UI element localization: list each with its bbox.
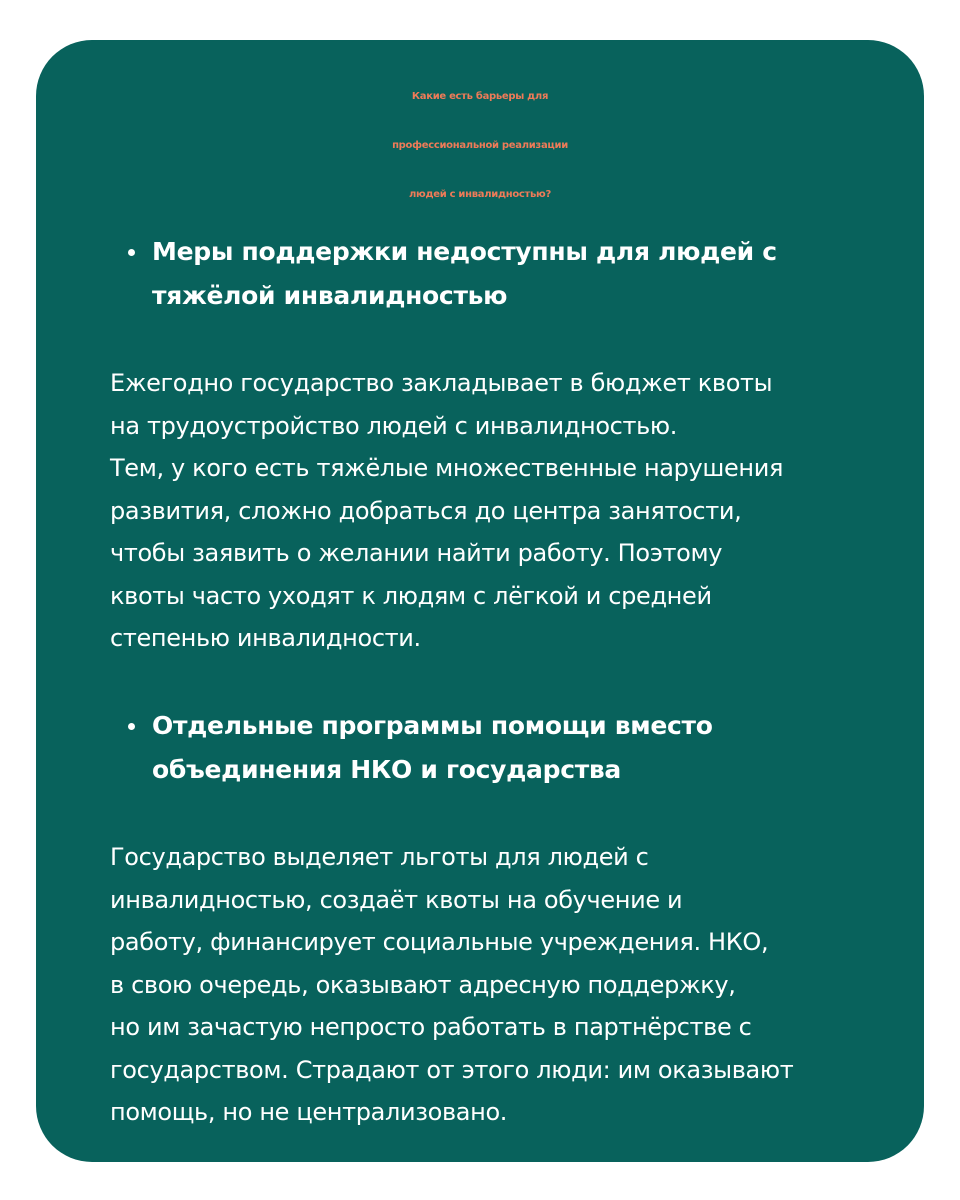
title-line: людей с инвалидностью? [409,189,551,200]
section-heading-separate-programs [152,704,713,792]
section-body-support-measures [110,362,783,660]
body-line: развития, сложно добраться до центра занятости, [110,496,742,525]
body-line: работу, финансирует социальные учреждения. НКО, [110,928,769,956]
body-line: на трудоустройство людей с инвалидностью. [110,411,678,440]
body-line: Ежегодно государство закладывает в бюджет квоты [110,369,773,397]
body-line: государством. Страдают от этого люди: им оказывают [110,1055,794,1084]
title-line: Какие есть барьеры для [411,91,549,102]
section-heading-support-measures [152,230,777,318]
body-line: в свою очередь, оказывают адресную поддержку, [110,970,736,999]
body-line: но им зачастую непросто работать в партнёрстве с [110,1013,752,1041]
heading-line: Отдельные программы помощи вместо [152,711,713,740]
bullet-icon [128,723,135,730]
body-line: Государство выделяет льготы для людей с [110,843,649,871]
body-line: степенью инвалидности. [110,624,421,652]
heading-line: тяжёлой инвалидностью [152,281,508,310]
page-title [0,72,960,219]
body-line: инвалидностью, создаёт квоты на обучение и [110,885,683,914]
heading-line: Меры поддержки недоступны для людей с [152,237,777,266]
title-line: профессиональной реализации [392,140,568,151]
body-line: помощь, но не централизовано. [110,1098,508,1126]
body-line: Тем, у кого есть тяжёлые множественные нарушения [110,454,784,482]
body-line: чтобы заявить о желании найти работу. Поэтому [110,539,723,567]
heading-line: объединения НКО и государства [152,755,621,784]
body-line: квоты часто уходят к людям с лёгкой и средней [110,581,712,610]
bullet-icon [128,249,135,256]
section-body-separate-programs [110,836,793,1134]
